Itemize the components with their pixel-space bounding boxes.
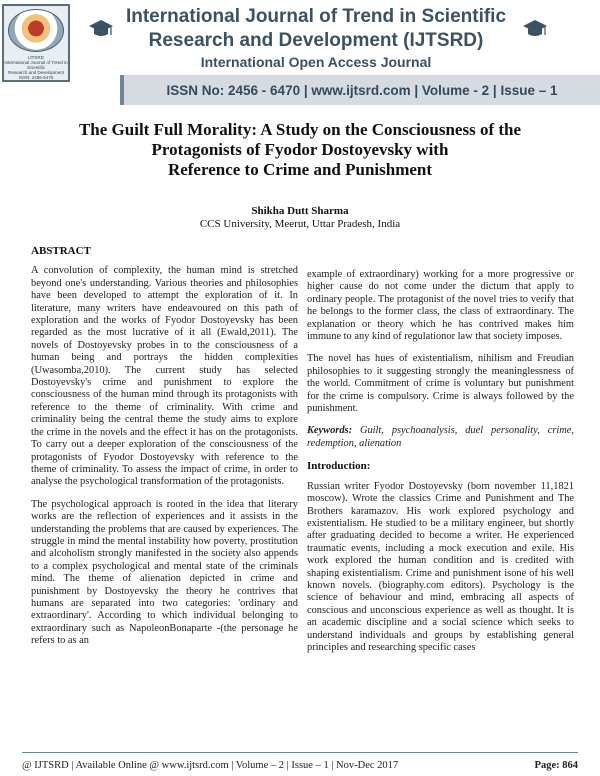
author-name: Shikha Dutt Sharma (251, 205, 349, 217)
author-affiliation: CCS University, Meerut, Uttar Pradesh, India (199, 218, 401, 230)
logo-text: IJTSRD International Journal of Trend in Scientific Research and Development ISSN: 2456-6470 (4, 55, 68, 80)
body-paragraph: example of extraordinary) working for a more progressive or higher cause do not come under the dictum that apply to ordinary people. The protagonist of the novel tries to verify that he belongs to the former class, the class of extraordinary. The explanation or theory which he has contrived makes him immune to any kind of regulationor law that society imposes. (307, 269, 574, 343)
journal-title-line1: International Journal of Trend in Scientific (125, 6, 507, 27)
right-column (307, 269, 574, 664)
body-paragraph: The novel has hues of existentialism, nihilism and Freudian philosophies to it suggesting strongly the meaninglessness of the world. Commitment of crime is voluntary but punishment for the crime is compulsory. Crime is always followed by the punishment. (307, 353, 574, 415)
graduation-cap-icon (88, 18, 114, 40)
logo-emblem-icon (8, 9, 64, 52)
keywords-label: Keywords: (307, 425, 353, 437)
page-footer (22, 752, 578, 774)
keywords (307, 425, 574, 450)
body-paragraph: The psychological approach is rooted in the idea that literary works are the reflection of experiences and it assists in the understanding the problems that are caused by experiences. The struggle in mind the mental instability how poverty, prostitution and alcoholism strongly manifested in the society also appends to a complex psychological and mental state of the criminals mind. The theme of alienation depicted in crime and punishment by Dostoyevsky the theory he contrives that humans are separated into two categories: 'ordinary and extraordinary'. According to which individual belonging to extraordinary such as NapoleonBonaparte -(the personage he refers to as an (31, 498, 298, 647)
page-number: Page: 864 (534, 759, 578, 771)
issn-bar: ISSN No: 2456 - 6470 | www.ijtsrd.com | Volume - 2 | Issue – 1 (120, 75, 600, 105)
graduation-cap-icon (522, 18, 548, 40)
journal-subtitle: International Open Access Journal (200, 54, 432, 70)
abstract-heading: ABSTRACT (31, 245, 91, 257)
body-paragraph: Russian writer Fyodor Dostoyevsky (born november 11,1821 moscow). Wrote the classics Crime and Punishment and The Brothers karamazov. His work explored psychology and existentialism. He studied to be a military engineer, but shortly after graduating decided to become a writer. He experienced traumatic events, including a mock execution and exile. His work explored the human condition and is credited with shaping existentialism. Crime and punishment isone of his well known novels. (biography.com editors). Psychology is the science of behaviour and mind, embracing all aspects of conscious and unconscious experience as well as thought. It is an academic discipline and a social science which seeks to understand individuals and groups by establishing general principles and researching specific cases (307, 480, 574, 653)
footer-citation: @ IJTSRD | Available Online @ www.ijtsrd.com | Volume – 2 | Issue – 1 | Nov-Dec 2017 (22, 759, 399, 771)
introduction-heading: Introduction: (307, 460, 371, 473)
journal-logo (2, 4, 70, 82)
paper-title: The Guilt Full Morality: A Study on the Consciousness of the Protagonists of Fyodor Dostoyevsky with Reference to Crime and Punishment (78, 120, 522, 179)
left-column (31, 245, 298, 658)
abstract-paragraph: A convolution of complexity, the human mind is stretched beyond one's understanding. Various theories and philosophies have been developed to attempt the exploration of it. In literature, many writers have endeavoured on this path of exploration and the works of Fyodor Dostoyevsky has been regarded as the most lucrative of it all (Ewald,2011). The novels of Dostoyevsky probes in to the consciousness of a human being and portrays the hidden complexities (Uwasomba,2010). The current study has selected Dostoyevsky's crime and punishment to explore the consciousness of the human mind through its protagonists with reference to the theme of criminality. With crime and criminality being the central theme the study aims to explore the crime in the novels and the effect it has on the protagonists. To carry out a deeper exploration of the consciousness of the protagonists of Fyodor Dostoyevsky with reference to the theme of criminality. To assess the impact of crime, in order to analyse the psychological transformation of the protagonists. (31, 265, 298, 488)
journal-header (0, 0, 600, 110)
journal-title-line2: Research and Development (IJTSRD) (148, 30, 484, 51)
keywords-text: Guilt, psychoanalysis, duel personality, crime, redemption, alienation (307, 425, 574, 449)
